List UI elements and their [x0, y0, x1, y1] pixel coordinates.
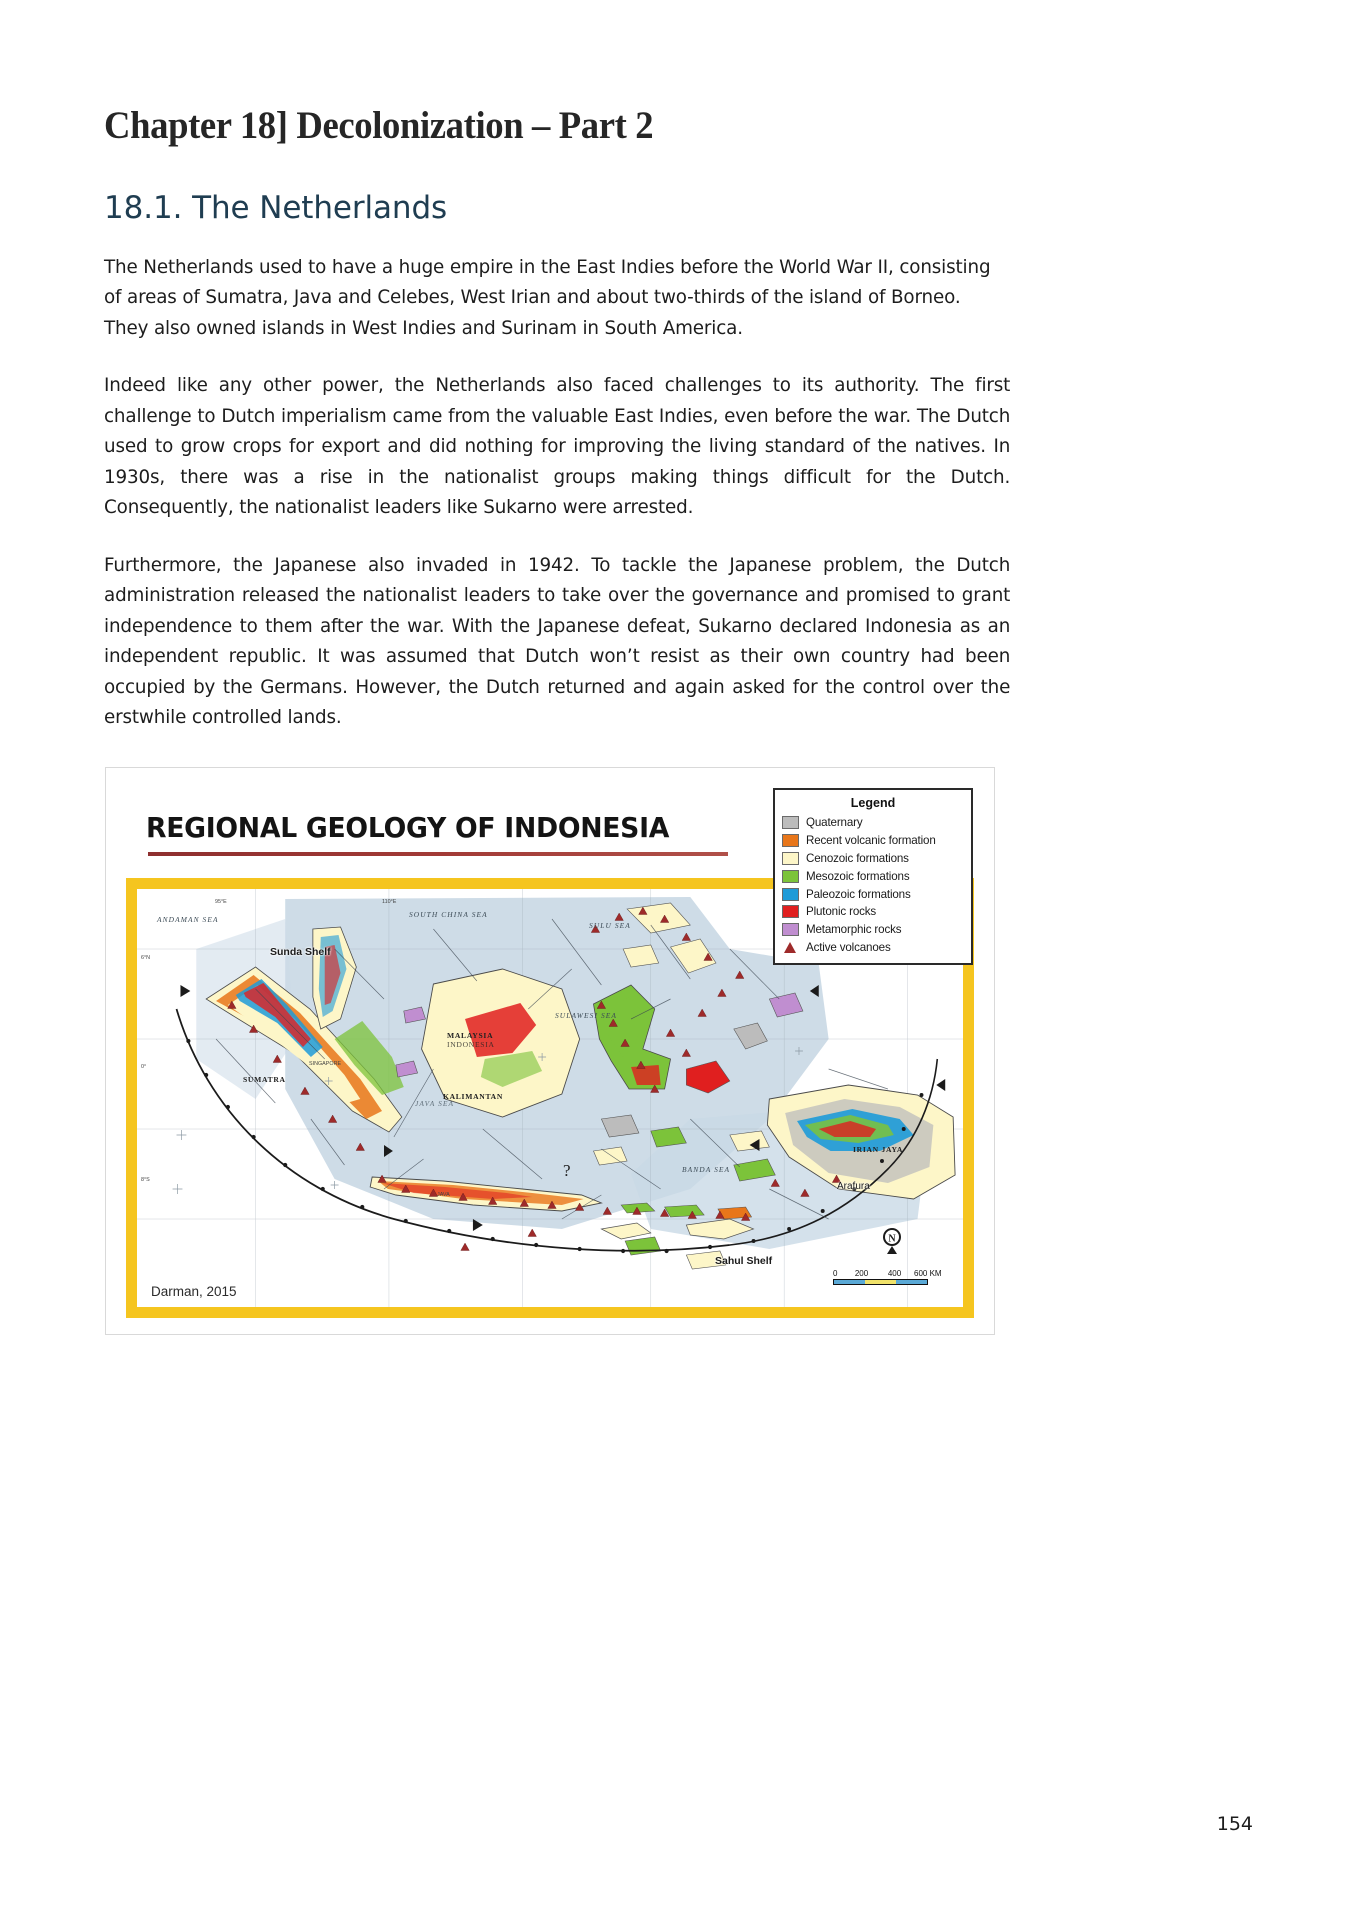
map-label-sulu-sea: SULU SEA: [589, 921, 631, 930]
scale-segment-2: [865, 1280, 896, 1284]
figure-regional-geology-of-indonesia: [105, 767, 995, 1335]
map-legend: [773, 788, 973, 965]
legend-label-recent-volcanic-formation: Recent volcanic formation: [806, 834, 936, 848]
figure-credit: Darman, 2015: [151, 1284, 237, 1299]
paragraph-2: Indeed like any other power, the Netherlands also faced challenges to its authority. The first challenge to Dutch imperialism came from the valuable East Indies, even before the war. The Dutch used to grow crops for export and did nothing for improving the living standard of the natives. In 1930s, there was a rise in the nationalist groups making things difficult for the Dutch. Consequently, the nationalist leaders like Sukarno were arrested.: [104, 375, 1011, 519]
legend-swatch-paleozoic-formations: [782, 888, 799, 901]
legend-swatch-recent-volcanic-formation: [782, 834, 799, 847]
legend-item-mesozoic-formations: [782, 867, 964, 885]
north-arrow-icon: [879, 1223, 905, 1255]
legend-swatch-plutonic-rocks: [782, 905, 799, 918]
north-arrow-svg: [879, 1223, 905, 1255]
paragraph-1: The Netherlands used to have a huge empire in the East Indies before the World War II, consisting of areas of Sumatra, Java and Celebes, West Irian and about two-thirds of the island of Borneo. They also owned islands in West Indies and Surinam in South America.: [104, 256, 991, 339]
map-label-sahul-shelf: Sahul Shelf: [715, 1255, 773, 1267]
map-label-kalimantan: KALIMANTAN: [443, 1092, 504, 1101]
figure-title: REGIONAL GEOLOGY OF INDONESIA: [146, 812, 670, 844]
map-label-singapore: SINGAPORE: [309, 1061, 342, 1067]
scale-tick-400: 400: [887, 1269, 902, 1278]
map-label-sunda-shelf: Sunda Shelf: [270, 946, 331, 958]
map-scale-bar: [833, 1269, 951, 1285]
legend-swatch-metamorphic-rocks: [782, 923, 799, 936]
map-label-south-china-sea: SOUTH CHINA SEA: [409, 910, 488, 919]
map-coordinate-6n: 6°N: [141, 955, 151, 961]
map-label-java: JAVA: [437, 1192, 450, 1198]
scale-segment-3: [896, 1280, 927, 1284]
figure-title-underline: [148, 852, 728, 856]
legend-swatch-quaternary: [782, 816, 799, 829]
section-heading: 18.1. The Netherlands: [104, 189, 448, 226]
map-label-andaman-sea: ANDAMAN SEA: [157, 915, 219, 924]
scale-bar-segments: [833, 1279, 928, 1285]
legend-title: Legend: [850, 796, 896, 810]
legend-label-active-volcanoes: Active volcanoes: [806, 940, 891, 954]
legend-label-quaternary: Quaternary: [806, 816, 863, 830]
page-number: 154: [1216, 1813, 1253, 1835]
page-content: [104, 0, 1024, 734]
north-arrow-letter: N: [888, 1233, 896, 1245]
map-coordinate-8s: 8°S: [141, 1177, 150, 1183]
map-coordinate-0: 0°: [141, 1064, 147, 1070]
legend-item-cenozoic-formations: [782, 850, 964, 868]
scale-segment-1: [834, 1280, 865, 1284]
legend-swatch-mesozoic-formations: [782, 870, 799, 883]
scale-tick-200: 200: [854, 1269, 869, 1278]
legend-item-paleozoic-formations: [782, 885, 964, 903]
map-label-banda-sea: BANDA SEA: [682, 1165, 731, 1174]
map-label-irian-jaya: IRIAN JAYA: [853, 1145, 904, 1154]
map-label-arafura: Arafura: [837, 1181, 870, 1192]
legend-label-metamorphic-rocks: Metamorphic rocks: [806, 923, 902, 937]
page-title: Chapter 18] Decolonization – Part 2: [104, 104, 654, 147]
map-coordinate-110e: 110°E: [382, 899, 397, 905]
legend-label-plutonic-rocks: Plutonic rocks: [806, 905, 877, 919]
legend-item-plutonic-rocks: [782, 903, 964, 921]
legend-item-active-volcanoes: [782, 939, 964, 957]
scale-bar-ticks: [833, 1269, 951, 1278]
legend-item-metamorphic-rocks: [782, 921, 964, 939]
legend-swatch-cenozoic-formations: [782, 852, 799, 865]
legend-item-recent-volcanic-formation: [782, 832, 964, 850]
map-label-indonesia: INDONESIA: [447, 1040, 495, 1049]
legend-label-paleozoic-formations: Paleozoic formations: [806, 887, 911, 901]
legend-item-quaternary: [782, 814, 964, 832]
legend-label-cenozoic-formations: Cenozoic formations: [806, 851, 909, 865]
map-coordinate-95e: 95°E: [215, 899, 227, 905]
map-label-java-sea: JAVA SEA: [415, 1099, 455, 1108]
map-label-sulawesi-sea: SULAWESI SEA: [555, 1011, 617, 1020]
map-label-malaysia: MALAYSIA: [447, 1031, 494, 1040]
legend-label-mesozoic-formations: Mesozoic formations: [806, 869, 910, 883]
scale-tick-600: 600 KM: [914, 1269, 942, 1278]
map-question-mark-annotation: ?: [563, 1161, 571, 1180]
paragraph-3: Furthermore, the Japanese also invaded in 1942. To tackle the Japanese problem, the Dutch administration released the nationalist leaders to take over the governance and promised to grant independence to them after the war. With the Japanese defeat, Sukarno declared Indonesia as an independent republic. It was assumed that Dutch won’t resist as their own country had been occupied by the Germans. However, the Dutch returned and again asked for the control over the erstwhile controlled lands.: [104, 554, 1011, 729]
volcano-triangle-icon: [782, 941, 799, 954]
map-label-sumatra: SUMATRA: [243, 1075, 286, 1084]
scale-tick-0: 0: [833, 1269, 838, 1278]
